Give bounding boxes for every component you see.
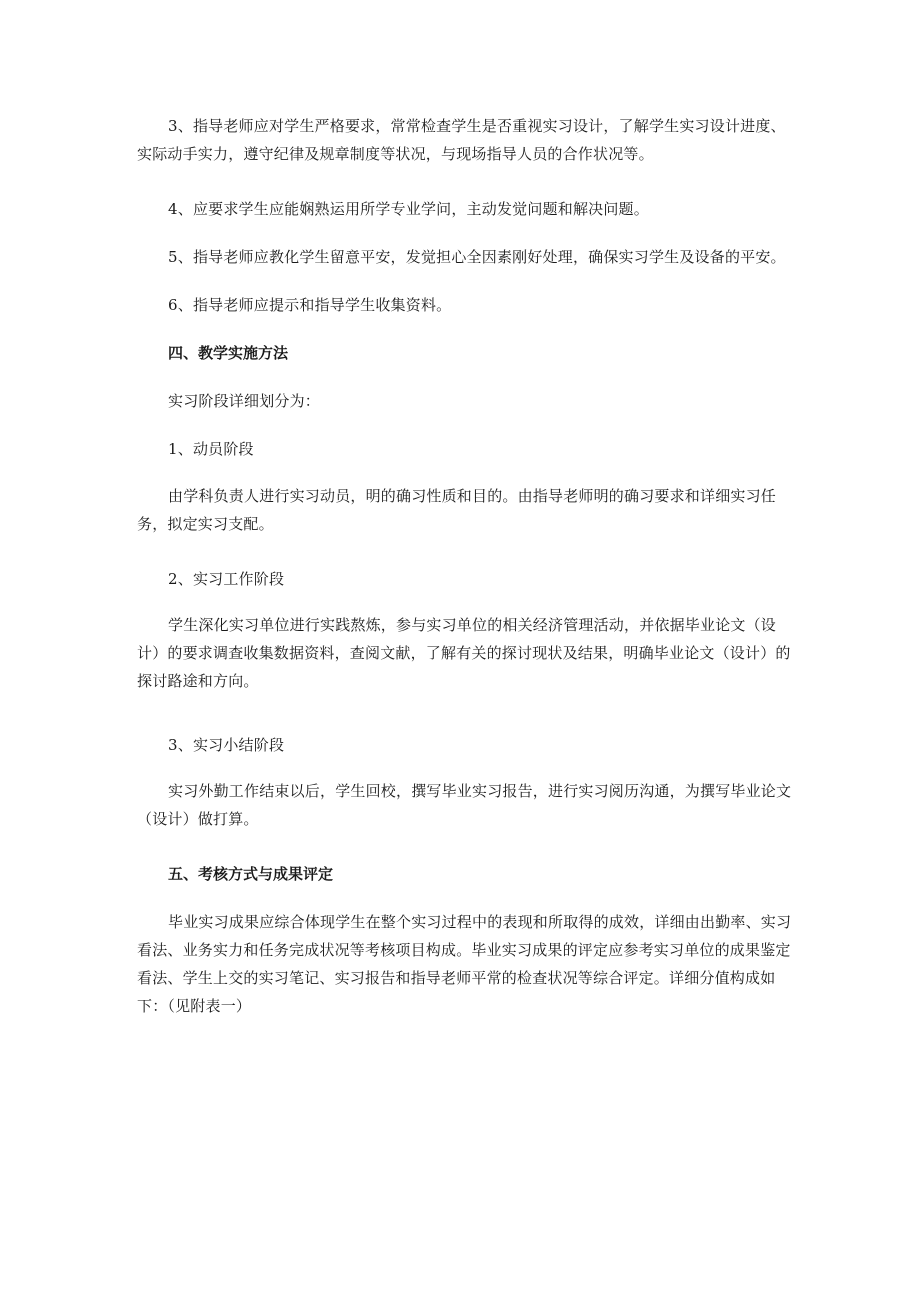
paragraph-stage-1-title: 1、动员阶段 xyxy=(168,440,254,458)
paragraph-stage-intro: 实习阶段详细划分为： xyxy=(168,392,321,410)
paragraph-stage-2-title: 2、实习工作阶段 xyxy=(168,570,285,588)
paragraph-item-5: 5、指导老师应教化学生留意平安，发觉担心全因素刚好处理，确保实习学生及设备的平安。 xyxy=(168,248,786,266)
paragraph-item-4: 4、应要求学生应能娴熟运用所学专业学问，主动发觉问题和解决问题。 xyxy=(168,200,649,218)
section-heading-5: 五、考核方式与成果评定 xyxy=(168,865,334,883)
paragraph-stage-1-body: 由学科负责人进行实习动员，明的确习性质和目的。由指导老师明的确习要求和详细实习任务，拟定实习支配。 xyxy=(137,487,777,533)
section-heading-4: 四、教学实施方法 xyxy=(168,344,289,362)
paragraph-stage-3-title: 3、实习小结阶段 xyxy=(168,736,285,754)
paragraph-assessment: 毕业实习成果应综合体现学生在整个实习过程中的表现和所取得的成效，详细由出勤率、实习看法、业务实力和任务完成状况等考核项目构成。毕业实习成果的评定应参考实习单位的成果鉴定看法、学生上交的实习笔记、实习报告和指导老师平常的检查状况等综合评定。详细分值构成如下：（见附表一） xyxy=(137,913,792,1015)
paragraph-stage-2-body: 学生深化实习单位进行实践熬炼，参与实习单位的相关经济管理活动，并依据毕业论文（设计）的要求调查收集数据资料，查阅文献，了解有关的探讨现状及结果，明确毕业论文（设计）的探讨路途和方向。 xyxy=(137,616,791,690)
paragraph-item-3: 3、指导老师应对学生严格要求，常常检查学生是否重视实习设计，了解学生实习设计进度、实际动手实力，遵守纪律及规章制度等状况，与现场指导人员的合作状况等。 xyxy=(137,117,786,163)
paragraph-stage-3-body: 实习外勤工作结束以后，学生回校，撰写毕业实习报告，进行实习阅历沟通，为撰写毕业论文（设计）做打算。 xyxy=(137,782,792,828)
paragraph-item-6: 6、指导老师应提示和指导学生收集资料。 xyxy=(168,296,452,314)
